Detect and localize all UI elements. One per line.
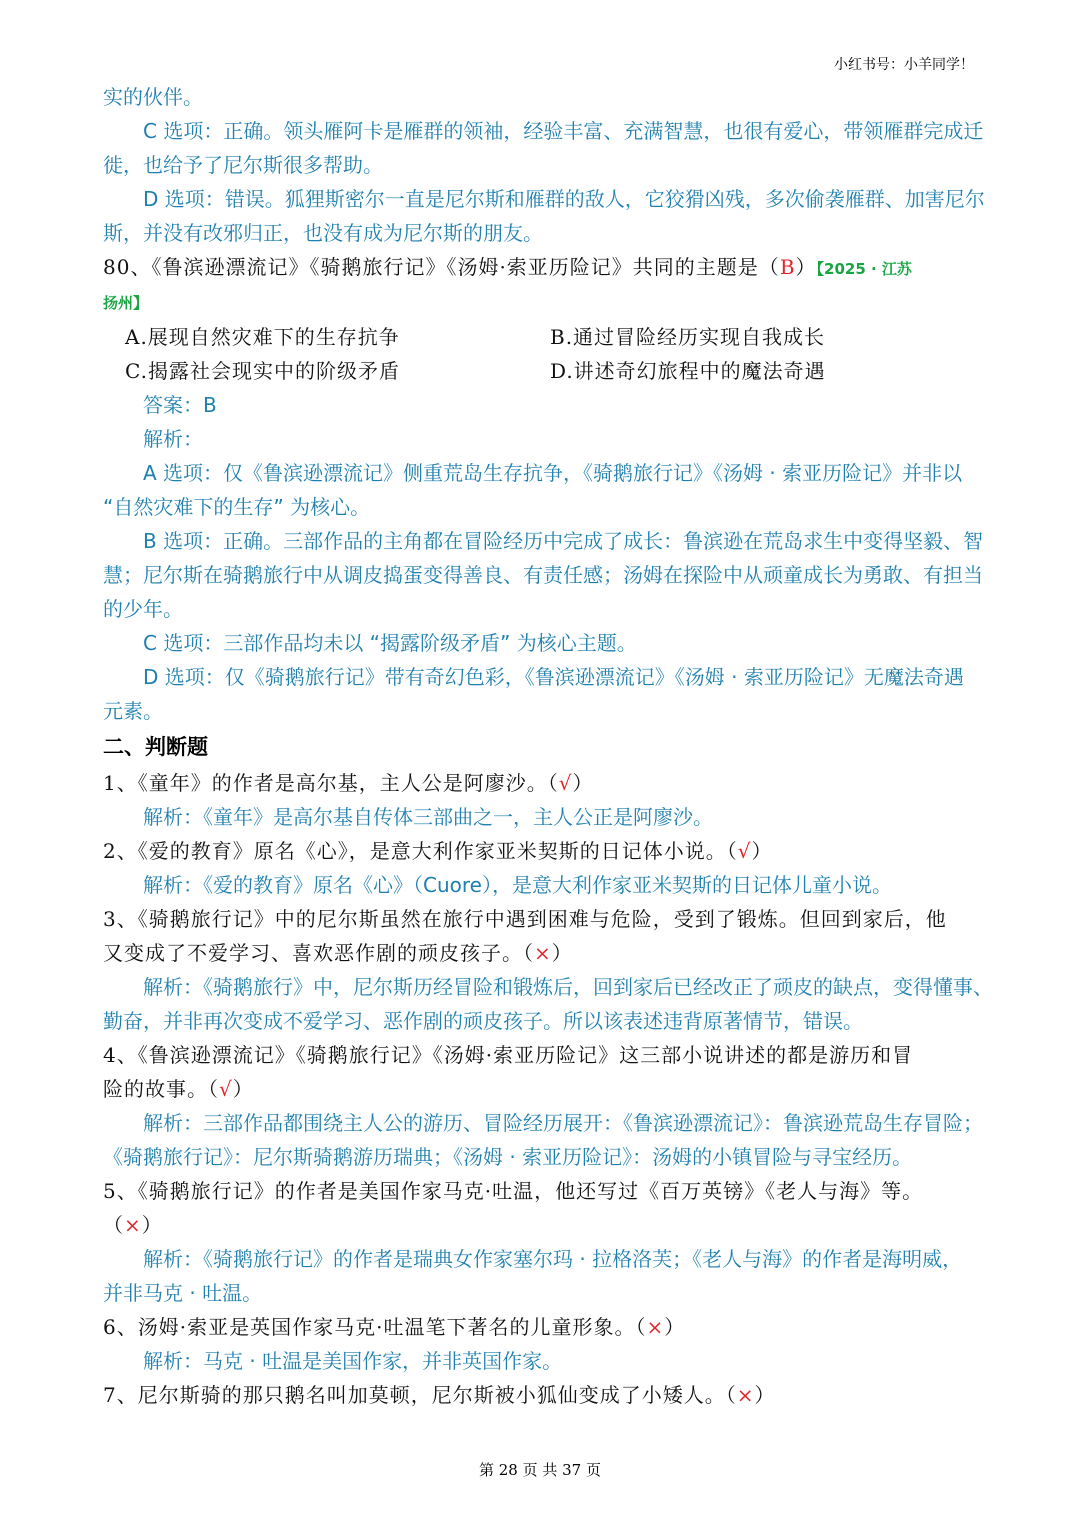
analysis-a-cont: “自然灾难下的生存” 为核心。 xyxy=(103,495,371,519)
analysis-b-cont: 慧；尼尔斯在骑鹅旅行中从调皮捣蛋变得善良、有责任感；汤姆在探险中从顽童成长为勇敢、有担当 xyxy=(103,563,983,587)
tf-analysis-4-cont: 《骑鹅旅行记》：尼尔斯骑鹅游历瑞典；《汤姆 · 索亚历险记》：汤姆的小镇冒险与寻宝经历。 xyxy=(103,1145,913,1169)
tf-question-3-cont: 又变成了不爱学习、喜欢恶作剧的顽皮孩子。（×） xyxy=(103,941,573,965)
cross-mark: × xyxy=(646,1315,665,1339)
answer-line: 答案：B xyxy=(143,393,217,417)
tf-question-2: 2、《爱的教育》原名《心》，是意大利作家亚米契斯的日记体小说。（√） xyxy=(103,839,773,863)
option-c: C.揭露社会现实中的阶级矛盾 xyxy=(125,359,400,383)
text-line: 实的伙伴。 xyxy=(103,85,203,109)
analysis-d-cont: 元素。 xyxy=(103,699,163,723)
page-number: 第 28 页 共 37 页 xyxy=(478,1461,601,1479)
analysis-d: D 选项：仅《骑鹅旅行记》带有奇幻色彩，《鲁滨逊漂流记》《汤姆 · 索亚历险记》无魔法奇遇 xyxy=(143,665,964,689)
analysis-b: B 选项：正确。三部作品的主角都在冒险经历中完成了成长：鲁滨逊在荒岛求生中变得坚毅、智 xyxy=(143,529,984,553)
option-b: B.通过冒险经历实现自我成长 xyxy=(550,325,826,349)
analysis-d: D 选项：错误。狐狸斯密尔一直是尼尔斯和雁群的敌人，它狡猾凶残，多次偷袭雁群、加害尼尔 xyxy=(143,187,985,211)
tf-question-5: 5、《骑鹅旅行记》的作者是美国作家马克·吐温，他还写过《百万英镑》《老人与海》等。 xyxy=(103,1179,924,1203)
tf-analysis-5-cont: 并非马克 · 吐温。 xyxy=(103,1281,263,1305)
source-tag: 【2025 · 江苏 xyxy=(816,260,912,278)
tf-question-4: 4、《鲁滨逊漂流记》《骑鹅旅行记》《汤姆·索亚历险记》这三部小说讲述的都是游历和冒 xyxy=(103,1043,914,1067)
tf-analysis-3: 解析：《骑鹅旅行》中，尼尔斯历经冒险和锻炼后，回到家后已经改正了顽皮的缺点，变得懂事、 xyxy=(143,975,993,999)
cross-mark: × xyxy=(124,1213,142,1237)
tf-analysis-3-cont: 勤奋，并非再次变成不爱学习、恶作剧的顽皮孩子。所以该表述违背原著情节，错误。 xyxy=(103,1009,863,1033)
analysis-c-cont: 徙，也给予了尼尔斯很多帮助。 xyxy=(103,153,383,177)
tf-analysis-2: 解析：《爱的教育》原名《心》（Cuore），是意大利作家亚米契斯的日记体儿童小说。 xyxy=(143,873,892,897)
tf-question-7: 7、尼尔斯骑的那只鹅名叫加莫顿，尼尔斯被小狐仙变成了小矮人。（×） xyxy=(103,1383,776,1407)
answer-mark: B xyxy=(779,255,796,279)
section-title: 二、判断题 xyxy=(103,735,208,759)
tf-question-3: 3、《骑鹅旅行记》中的尼尔斯虽然在旅行中遇到困难与危险，受到了锻炼。但回到家后，他 xyxy=(103,907,947,931)
tf-analysis-1: 解析：《童年》是高尔基自传体三部曲之一，主人公正是阿廖沙。 xyxy=(143,805,713,829)
analysis-a: A 选项：仅《鲁滨逊漂流记》侧重荒岛生存抗争，《骑鹅旅行记》《汤姆 · 索亚历险记》并非以 xyxy=(143,461,963,485)
options-row xyxy=(103,354,979,388)
analysis-c: C 选项：三部作品均未以 “揭露阶级矛盾” 为核心主题。 xyxy=(143,631,637,655)
analysis-b-cont: 的少年。 xyxy=(103,597,183,621)
tf-question-6: 6、汤姆·索亚是英国作家马克·吐温笔下著名的儿童形象。（×） xyxy=(103,1315,686,1339)
check-mark: √ xyxy=(219,1077,233,1101)
source-tag-cont: 扬州】 xyxy=(103,294,149,312)
analysis-c: C 选项：正确。领头雁阿卡是雁群的领袖，经验丰富、充满智慧，也很有爱心，带领雁群完成迁 xyxy=(143,119,984,143)
tf-analysis-5: 解析：《骑鹅旅行记》的作者是瑞典女作家塞尔玛 · 拉格洛芙；《老人与海》的作者是海明威， xyxy=(143,1247,963,1271)
check-mark: √ xyxy=(737,839,752,863)
option-a: A.展现自然灾难下的生存抗争 xyxy=(125,325,400,349)
tf-analysis-4: 解析：三部作品都围绕主人公的游历、冒险经历展开：《鲁滨逊漂流记》：鲁滨逊荒岛生存冒险； xyxy=(143,1111,983,1135)
analysis-d-cont: 斯，并没有改邪归正，也没有成为尼尔斯的朋友。 xyxy=(103,221,543,245)
cross-mark: × xyxy=(534,941,552,965)
page-content xyxy=(103,80,993,1412)
tf-question-5-cont: （×） xyxy=(103,1213,163,1237)
header-note: 小红书号：小羊同学！ xyxy=(834,57,974,73)
question-80: 80、《鲁滨逊漂流记》《骑鹅旅行记》《汤姆·索亚历险记》共同的主题是（B）【2025 · 江苏 xyxy=(103,255,912,279)
tf-analysis-6: 解析：马克 · 吐温是美国作家，并非英国作家。 xyxy=(143,1349,563,1373)
tf-question-1: 1、《童年》的作者是高尔基，主人公是阿廖沙。（√） xyxy=(103,771,594,795)
tf-question-4-cont: 险的故事。（√） xyxy=(103,1077,254,1101)
analysis-label: 解析： xyxy=(143,427,203,451)
options-row xyxy=(103,320,979,354)
cross-mark: × xyxy=(736,1383,755,1407)
check-mark: √ xyxy=(558,771,573,795)
option-d: D.讲述奇幻旅程中的魔法奇遇 xyxy=(550,359,826,383)
